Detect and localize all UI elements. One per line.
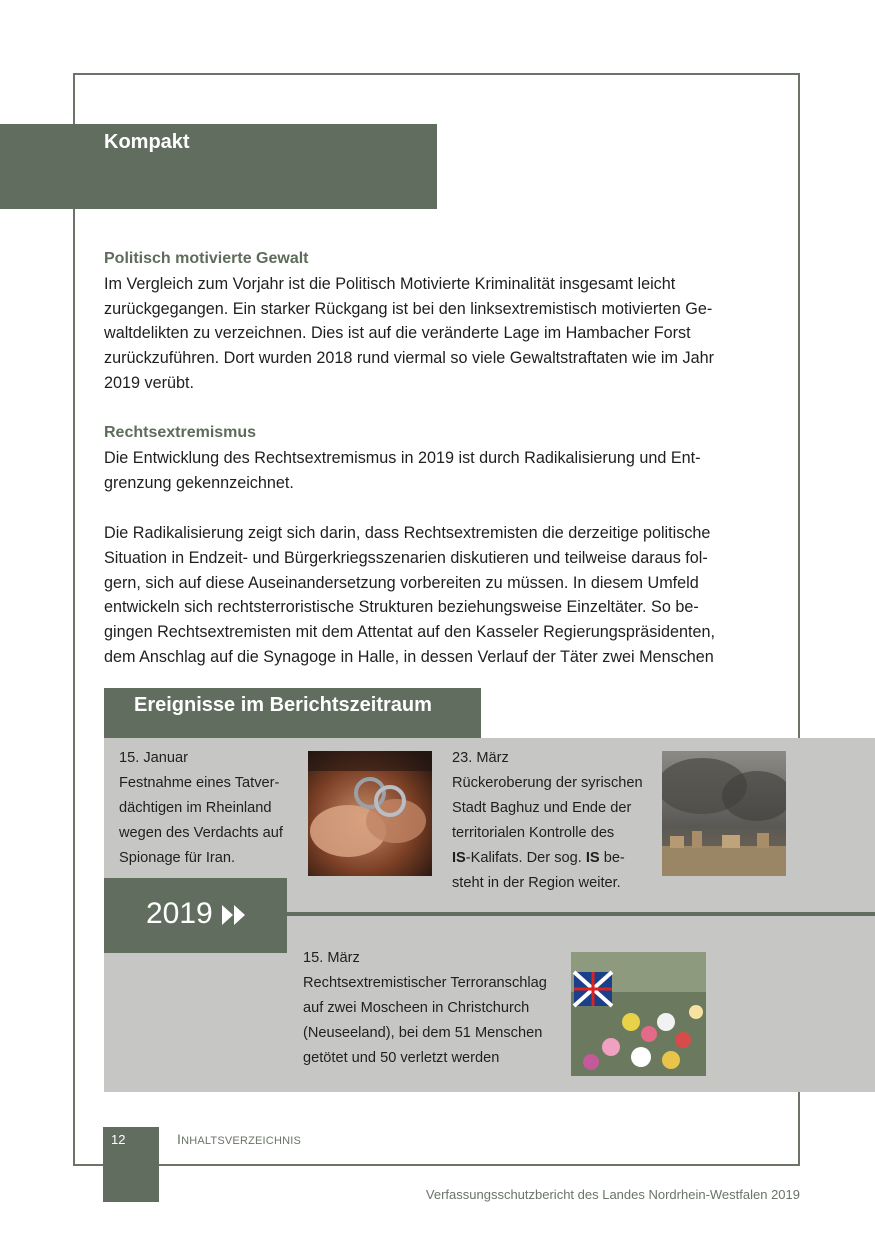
toc-link[interactable] bbox=[177, 1131, 301, 1147]
section-radikalisierung bbox=[104, 521, 764, 670]
event-line: (Neuseeland), bei dem 51 Menschen bbox=[303, 1025, 543, 1041]
event-line: getötet und 50 verletzt werden bbox=[303, 1050, 500, 1066]
timeline-line bbox=[287, 912, 875, 916]
event-text-part: be- bbox=[603, 850, 625, 866]
paragraph-line: 2019 verübt. bbox=[104, 373, 194, 392]
paragraph-line: zurückgegangen. Ein starker Rückgang ist bei den linksextremistisch motivierten Ge- bbox=[104, 299, 713, 318]
paragraph-line: Im Vergleich zum Vorjahr ist die Politisch Motivierte Kriminalität insgesamt leicht bbox=[104, 274, 676, 293]
section-rechtsextremismus bbox=[104, 421, 764, 495]
paragraph-line: dem Anschlag auf die Synagoge in Halle, in dessen Verlauf der Täter zwei Menschen bbox=[104, 647, 714, 666]
event-line: auf zwei Moscheen in Christchurch bbox=[303, 1000, 530, 1016]
section-politische-gewalt bbox=[104, 247, 764, 396]
section-heading: Rechtsextremismus bbox=[104, 424, 257, 441]
event-text-part: -Kalifats. Der sog. bbox=[465, 850, 582, 866]
event-maerz-christchurch bbox=[303, 946, 568, 1071]
memorial-flowers-photo bbox=[571, 952, 706, 1076]
paragraph-line: gingen Rechtsextremisten mit dem Attentat auf den Kasseler Regierungspräsidenten, bbox=[104, 623, 715, 642]
event-line: dächtigen im Rheinland bbox=[119, 800, 272, 816]
paragraph-line: waltdelikten zu verzeichnen. Dies ist auf die veränderte Lage im Hambacher Forst bbox=[104, 324, 691, 343]
event-date: 15. März bbox=[303, 950, 360, 966]
event-date: 23. März bbox=[452, 750, 509, 766]
kompakt-title: Kompakt bbox=[104, 131, 190, 153]
is-abbrev: IS bbox=[585, 850, 600, 866]
event-line: Spionage für Iran. bbox=[119, 850, 236, 866]
publication-footer: Verfassungsschutzbericht des Landes Nordrhein-Westfalen 2019 bbox=[425, 1187, 800, 1202]
event-line bbox=[452, 846, 662, 871]
fast-forward-icon bbox=[221, 904, 247, 926]
paragraph-line: gern, sich auf diese Auseinandersetzung vorbereiten zu müssen. In diesem Umfeld bbox=[104, 573, 699, 592]
event-date: 15. Januar bbox=[119, 750, 188, 766]
paragraph-line: Situation in Endzeit- und Bürgerkriegsszenarien diskutieren und teilweise daraus fol- bbox=[104, 548, 708, 567]
event-line: Stadt Baghuz und Ende der bbox=[452, 800, 632, 816]
page-number: 12 bbox=[111, 1132, 126, 1147]
is-abbrev: IS bbox=[452, 850, 466, 866]
event-line: wegen des Verdachts auf bbox=[119, 825, 283, 841]
event-line: Festnahme eines Tatver- bbox=[119, 775, 280, 791]
paragraph-line: Die Entwicklung des Rechtsextremismus in 2019 ist durch Radikalisierung und Ent- bbox=[104, 448, 701, 467]
paragraph-line: zurückzuführen. Dort wurden 2018 rund viermal so viele Gewaltstraftaten wie im Jahr bbox=[104, 349, 715, 368]
event-line: territorialen Kontrolle des bbox=[452, 825, 615, 841]
event-line: Rechtsextremistischer Terroranschlag bbox=[303, 975, 547, 991]
paragraph-line: Die Radikalisierung zeigt sich darin, dass Rechtsextremisten die derzeitige politische bbox=[104, 524, 711, 542]
event-line: Rückeroberung der syrischen bbox=[452, 775, 643, 791]
section-heading: Politisch motivierte Gewalt bbox=[104, 250, 309, 267]
handcuffs-photo bbox=[308, 751, 432, 876]
toc-rest: NHALTSVERZEICHNIS bbox=[181, 1135, 302, 1147]
year-label: 2019 bbox=[146, 897, 213, 930]
smoke-city-photo bbox=[662, 751, 786, 876]
toc-initial: I bbox=[177, 1131, 182, 1147]
paragraph-line: entwickeln sich rechtsterroristische Strukturen beziehungsweise Einzeltäter. So be- bbox=[104, 598, 699, 617]
event-januar bbox=[119, 746, 304, 871]
events-title: Ereignisse im Berichtszeitraum bbox=[134, 694, 432, 716]
event-maerz-baghuz bbox=[452, 746, 662, 896]
kompakt-band bbox=[0, 124, 437, 209]
event-line: steht in der Region weiter. bbox=[452, 875, 621, 891]
paragraph-line: grenzung gekennzeichnet. bbox=[104, 473, 294, 492]
